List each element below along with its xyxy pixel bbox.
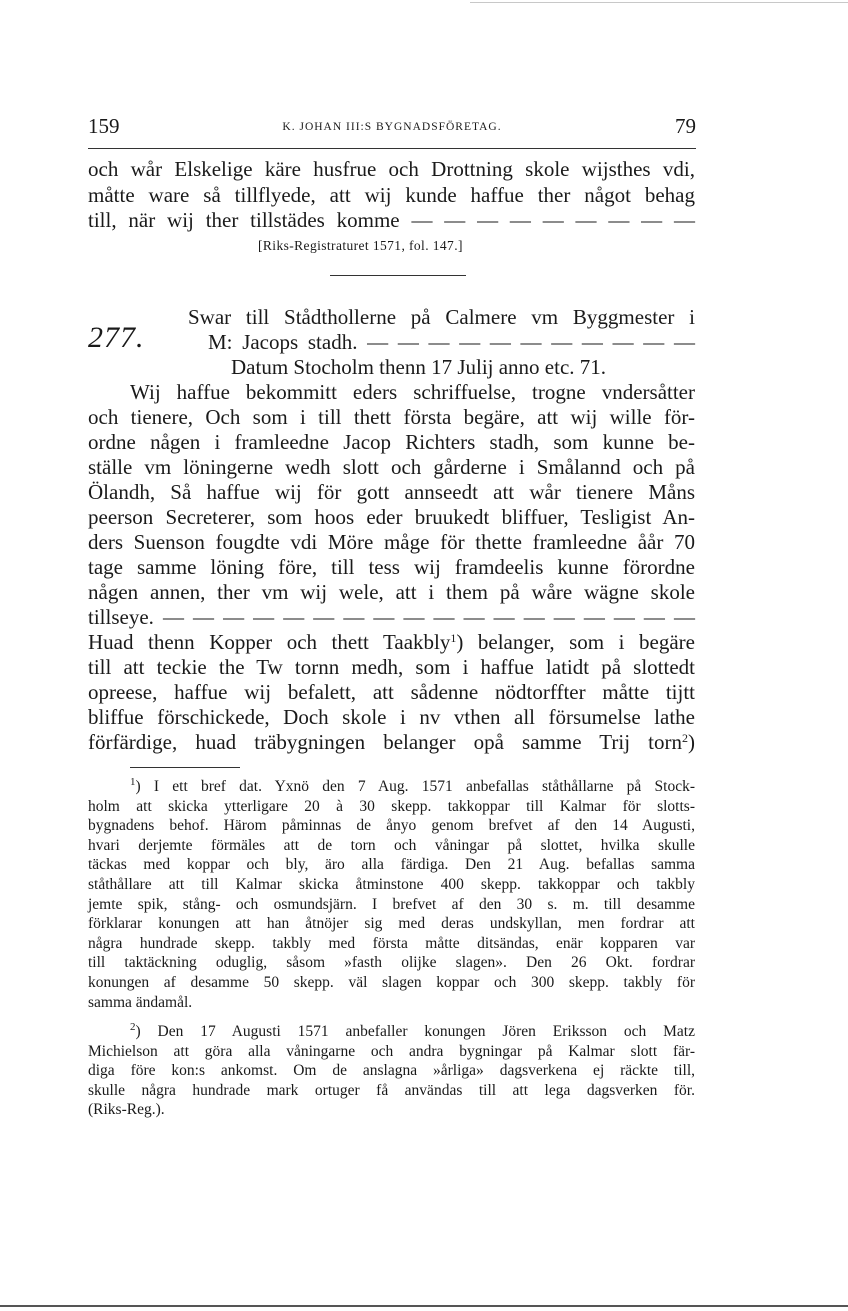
footnote-line: (Riks-Reg.). [88,1101,165,1118]
header-rule [88,148,696,149]
text-line: tage samme löning före, till tess wij framdeelis kunne förordne [88,555,695,579]
footnote-1-mark: 1 [130,776,136,788]
running-head [88,114,696,144]
text-line: opreese, haffue wij befalett, att sådenne nödtorffter måtte tijtt [88,680,695,704]
footnote-line: skulle några hundrade mark ortuger få användas till att lega dagsverken för. [88,1082,695,1099]
text-line: tillseye. — — — — — — — — — — — — — — — — — — [88,605,695,629]
source-citation: [Riks-Registraturet 1571, fol. 147.] [258,238,463,253]
footnote-2-mark: 2 [130,1021,136,1033]
letter-heading-line: M: Jacops stadh. — — — — — — — — — — — [208,330,695,354]
text-line-with-note-2 [88,730,695,755]
text-line: peerson Secreterer, som hoos eder bruukedt bliffuer, Tesligist An- [88,505,695,529]
footnote-line: några hundrade skepp. takbly med första måtte ditsändas, enär kopparen var [88,935,695,952]
scan-edge-top [470,2,848,3]
text-line: någen annen, ther vm wij wele, att i them på wåre wägne skole [88,580,695,604]
text-line: ställe vm löningerne wedh slott och gårderne i Smålannd och på [88,455,695,479]
text-fragment: förfärdige, huad träbygningen belanger opå samme Trij torn [88,730,682,754]
footnote-line: Michielson att göra alla våningarne och andra bygningar på Kalmar slott fär- [88,1043,695,1060]
text-fragment: ) I ett bref dat. Yxnö den 7 Aug. 1571 anbefallas ståthållarne på Stock- [135,778,695,795]
footnote-ref-1[interactable]: 1 [450,631,457,645]
footnote-line: bygnadens behof. Härom påminnas de ånyo genom brefvet af den 14 Augusti, [88,817,695,834]
text-line: och wår Elskelige käre husfrue och Drottning skole wijsthes vdi, [88,157,695,181]
text-line: ders Suenson fougdte vdi Möre måge för thette framleedne åår 70 [88,530,695,554]
document-number: 277. [88,321,145,354]
footnote-rule [130,767,240,768]
page-number-left: 159 [88,114,120,138]
footnote-line: jemte spik, stång- och osmundsjärn. I brefvet af den 30 s. m. till desamme [88,896,695,913]
footnote-1-line [130,777,695,797]
text-line: Wij haffue bekommitt eders schriffuelse, trogne vndersåtter [130,380,695,404]
footnote-line: förklarar konungen att han åtnöjer sig med deras undskyllan, men fordrar att [88,915,695,932]
letter-date-line: Datum Stocholm thenn 17 Julij anno etc. 71. [231,355,607,379]
text-fragment: Huad thenn Kopper och thett Taakbly [88,630,451,654]
text-line: ordne någen i framleedne Jacop Richters stadh, som kunne be- [88,430,695,454]
page-number-right: 79 [675,114,696,138]
running-title: K. JOHAN III:S BYGNADSFÖRETAG. [282,121,502,133]
footnote-line: holm att skicka ytterligare 20 à 30 skepp. takkoppar till Kalmar för slotts- [88,798,695,815]
footnote-line: samma ändamål. [88,994,193,1011]
scan-edge-bottom [0,1305,848,1307]
letter-heading-line: Swar till Stådthollerne på Calmere vm Byggmester i [188,305,695,329]
text-line: till, när wij ther tillstädes komme — — — — — — — — — [88,208,695,232]
text-fragment: ) [688,730,695,754]
text-line: och tienere, Och som i till thett första begäre, att wij wille för- [88,405,695,429]
footnote-line: hvari derjemte förmäles att de torn och våningar på slottet, hvilka skulle [88,837,695,854]
text-line: bliffue förschickede, Doch skole i nv vthen all försumelse lathe [88,705,695,729]
text-fragment: ) belanger, som i begäre [456,630,695,654]
footnote-line: ståthållare att till Kalmar skicka åtminstone 400 skepp. takkoppar och takbly [88,876,695,893]
footnote-2-line [130,1022,695,1042]
text-line: Ölandh, Så haffue wij för gott annseedt att wår tienere Måns [88,480,695,504]
text-fragment: ) Den 17 Augusti 1571 anbefaller konungen Jören Eriksson och Matz [135,1023,695,1040]
text-line-with-note-1 [88,630,695,655]
footnote-ref-2[interactable]: 2 [682,731,688,745]
footnote-line: täckas med koppar och bly, äro alla färdiga. Den 21 Aug. befallas samma [88,856,695,873]
section-separator [330,275,466,276]
text-line: till att teckie the Tw tornn medh, som i haffue latidt på slottedt [88,655,695,679]
footnote-line: till taktäckning oduglig, såsom »fasth olijke slagen». Den 26 Okt. fordrar [88,954,695,971]
footnote-line: konungen af desamme 50 skepp. väl slagen koppar och 300 skepp. takbly för [88,974,695,991]
footnote-line: diga före kon:s ankomst. Om de anslagna »årliga» dagsverkena ej räckte till, [88,1062,695,1079]
text-line: måtte ware så tillflyede, att wij kunde haffue ther något behag [88,183,695,207]
